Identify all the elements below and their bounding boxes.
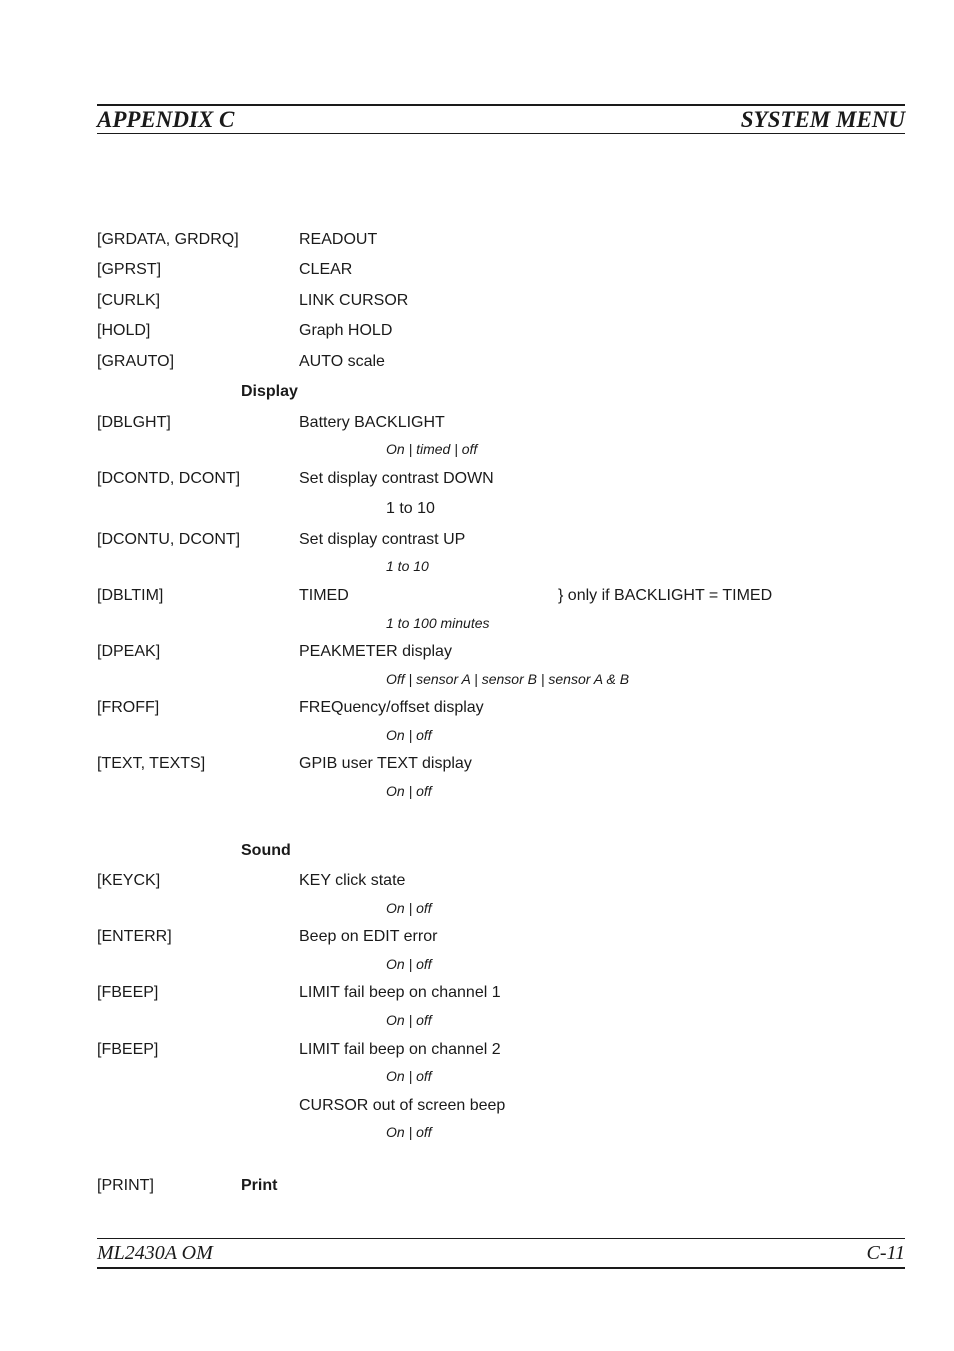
section-display-heading: Display [241,383,298,400]
cmd-dbltim: [DBLTIM] [97,587,164,604]
cmd-curlk: [CURLK] [97,292,161,309]
section-sound-heading: Sound [241,842,291,859]
cmd-dcontd: [DCONTD, DCONT] [97,470,241,487]
opt-limit-beep-ch1: On | off [386,1012,432,1028]
opt-timed-minutes: 1 to 100 minutes [386,615,490,631]
desc-gpib-text: GPIB user TEXT display [299,755,472,772]
cmd-dpeak: [DPEAK] [97,643,161,660]
desc-contrast-up: Set display contrast UP [299,531,466,548]
opt-limit-beep-ch2: On | off [386,1068,432,1084]
cmd-hold: [HOLD] [97,322,151,339]
cmd-keyck: [KEYCK] [97,872,161,889]
opt-gpib-text: On | off [386,783,432,799]
header-appendix: APPENDIX C [97,107,235,132]
footer-manual: ML2430A OM [97,1242,213,1264]
opt-backlight: On | timed | off [386,441,478,457]
cmd-dblght: [DBLGHT] [97,414,171,431]
desc-link-cursor: LINK CURSOR [299,292,409,309]
opt-freq-offset: On | off [386,727,432,743]
opt-peakmeter: Off | sensor A | sensor B | sensor A & B [386,671,630,687]
note-backlight-timed: } only if BACKLIGHT = TIMED [558,587,773,604]
cmd-grdata: [GRDATA, GRDRQ] [97,231,239,248]
cmd-gprst: [GPRST] [97,261,162,278]
cmd-fbeep-1: [FBEEP] [97,984,159,1001]
opt-key-click: On | off [386,900,432,916]
desc-peakmeter: PEAKMETER display [299,643,452,660]
cmd-froff: [FROFF] [97,699,160,716]
cmd-grauto: [GRAUTO] [97,353,175,370]
page-header [97,104,905,134]
desc-readout: READOUT [299,231,378,248]
opt-edit-error-beep: On | off [386,956,432,972]
desc-limit-beep-ch1: LIMIT fail beep on channel 1 [299,984,501,1001]
desc-graph-hold: Graph HOLD [299,322,393,339]
desc-cursor-beep: CURSOR out of screen beep [299,1097,506,1114]
desc-freq-offset: FREQuency/offset display [299,699,484,716]
desc-clear: CLEAR [299,261,353,278]
desc-limit-beep-ch2: LIMIT fail beep on channel 2 [299,1041,501,1058]
footer-page-number: C-11 [866,1242,905,1264]
desc-auto-scale: AUTO scale [299,353,385,370]
opt-cursor-beep: On | off [386,1124,432,1140]
page-footer [97,1238,905,1269]
opt-contrast-up: 1 to 10 [386,558,429,574]
cmd-dcontu: [DCONTU, DCONT] [97,531,241,548]
cmd-fbeep-2: [FBEEP] [97,1041,159,1058]
opt-contrast-down: 1 to 10 [386,500,435,517]
section-print-heading: Print [241,1177,278,1194]
desc-contrast-down: Set display contrast DOWN [299,470,494,487]
cmd-print: [PRINT] [97,1177,154,1194]
desc-timed: TIMED [299,587,349,604]
cmd-enterr: [ENTERR] [97,928,172,945]
header-section: SYSTEM MENU [740,107,905,132]
cmd-text: [TEXT, TEXTS] [97,755,206,772]
desc-edit-error-beep: Beep on EDIT error [299,928,438,945]
desc-battery-backlight: Battery BACKLIGHT [299,414,445,431]
desc-key-click: KEY click state [299,872,406,889]
